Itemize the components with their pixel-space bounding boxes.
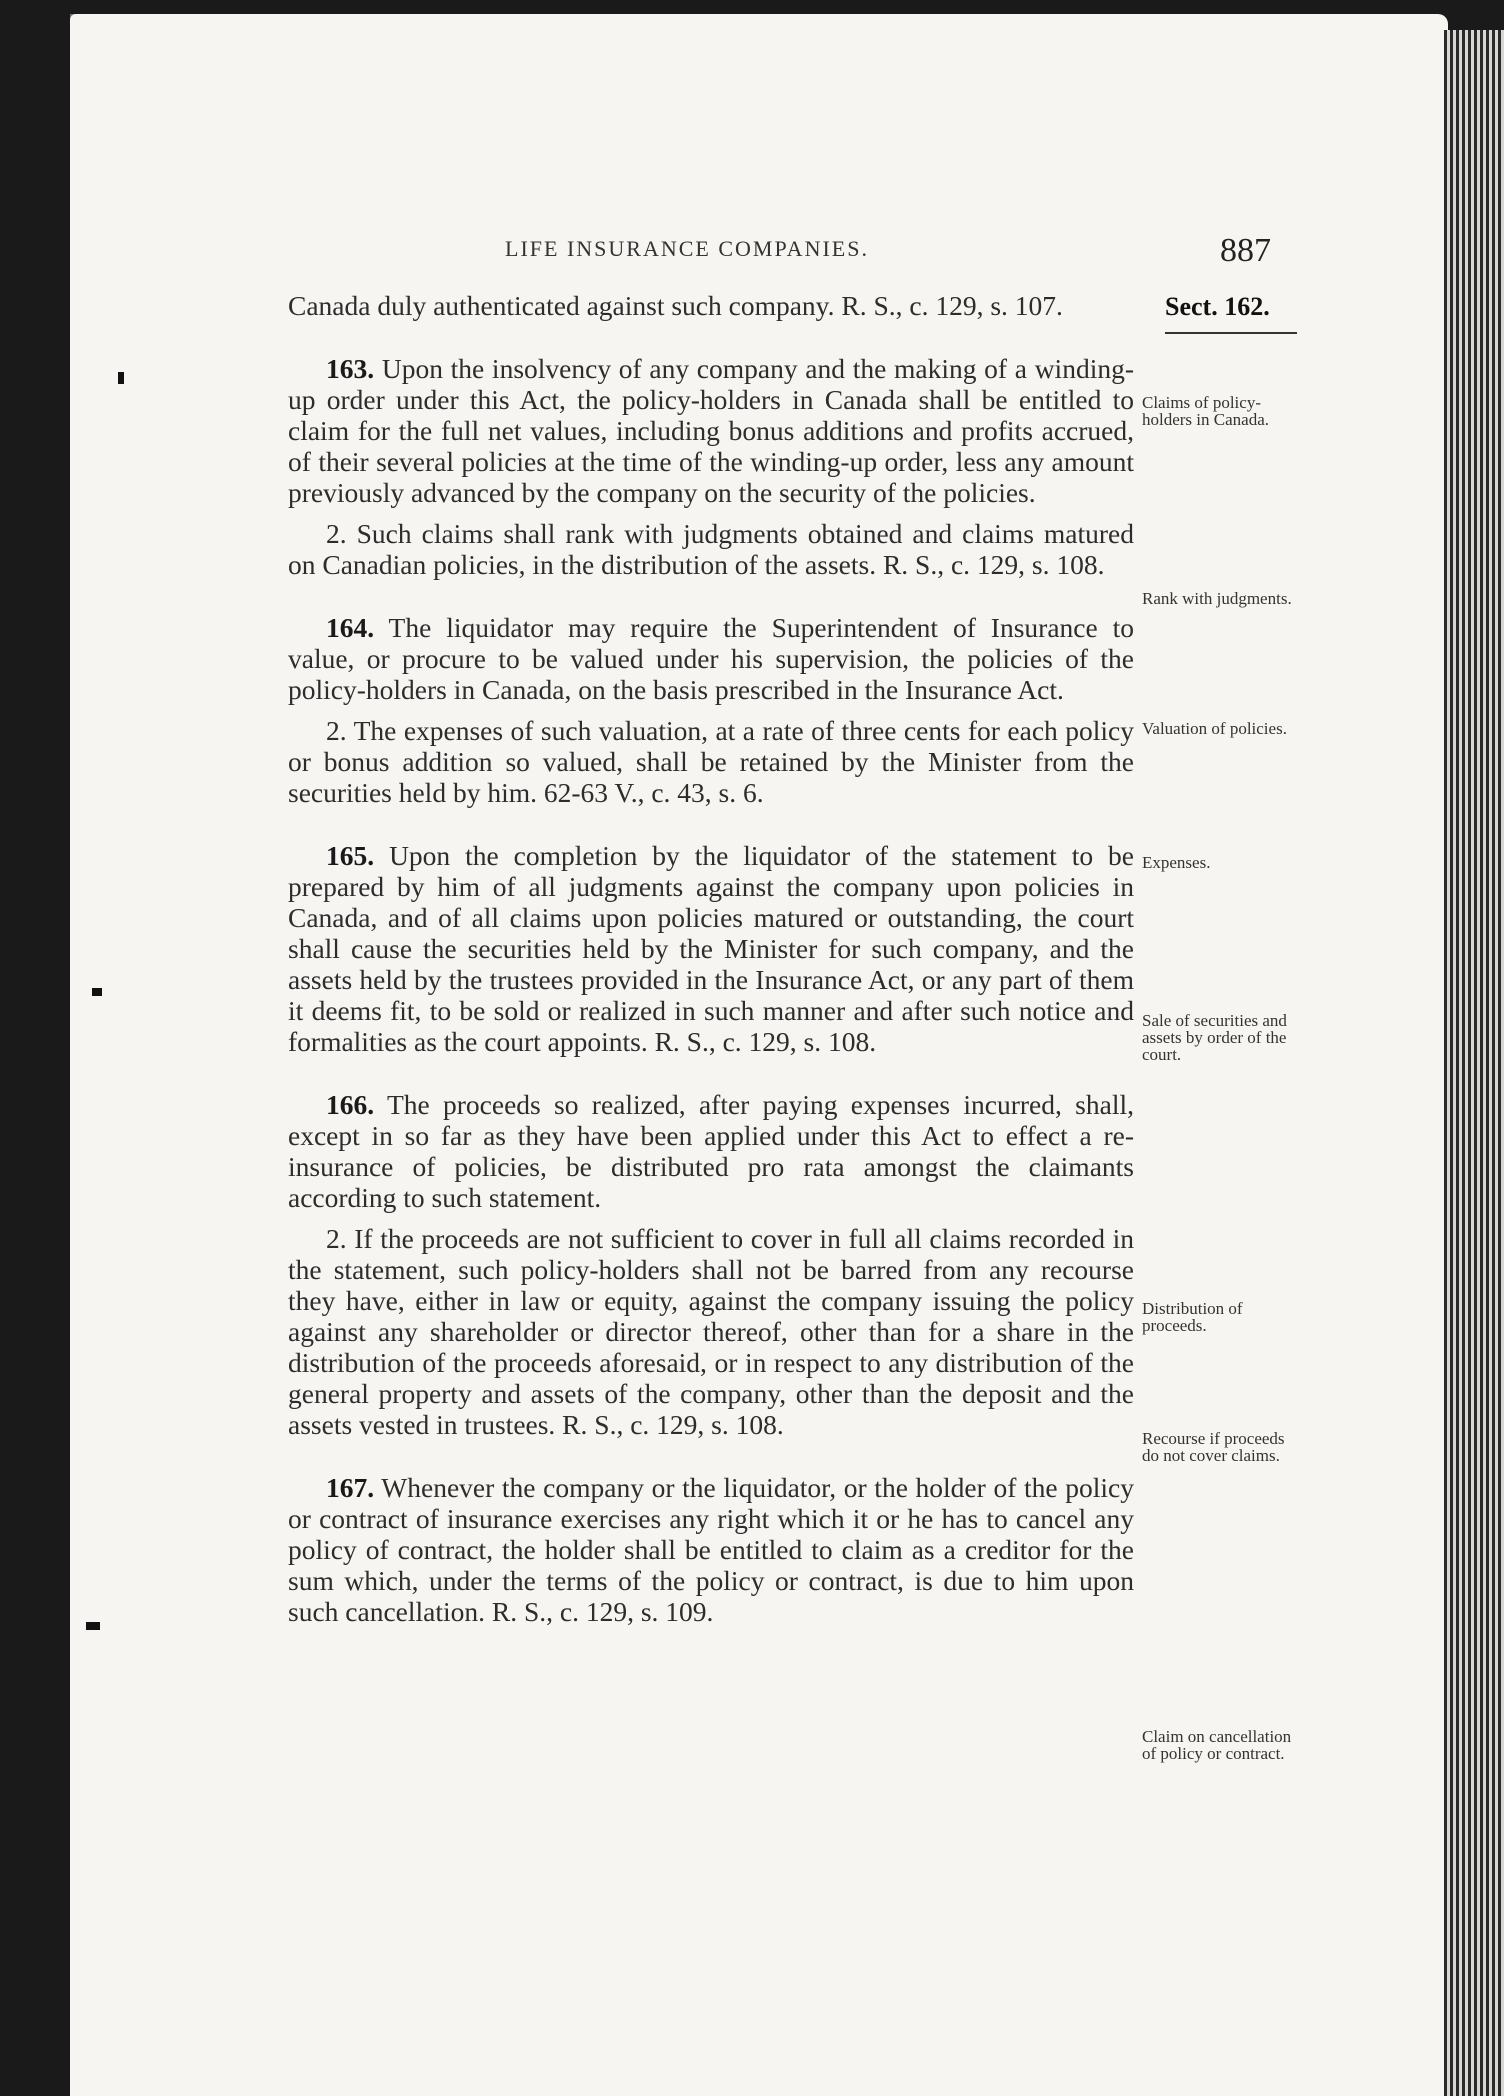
section-166	[288, 1089, 1134, 1213]
scan-mark	[86, 1622, 100, 1630]
paragraph-text: 2. The expenses of such valuation, at a rate of three cents for each policy or bonus addition so valued, shall be retained by the Minister from the securities held by him. 62-63 V., c. 43, s. 6.	[288, 715, 1134, 808]
paragraph-text: Upon the insolvency of any company and the making of a winding-up order under this Act, the policy-holders in Canada shall be entitled to claim for the full net values, including bonus additions and profits accrued, of their several policies at the time of the winding-up order, less any amount previously advanced by the company on the security of the policies.	[288, 353, 1134, 508]
margin-note: Sale of securities and assets by order of the court.	[1142, 1011, 1287, 1064]
paragraph-text: The liquidator may require the Superintendent of Insurance to value, or procure to be valued under his supervision, the policies of the policy-holders in Canada, on the basis prescribed in the Insurance Act.	[288, 612, 1134, 705]
margin-note: Expenses.	[1142, 853, 1211, 872]
page-edges	[1444, 30, 1504, 2096]
section-reference: Sect. 162.	[1165, 292, 1297, 334]
margin-note: Claim on cancellation of policy or contract.	[1142, 1727, 1292, 1763]
margin-note: Recourse if proceeds do not cover claims.	[1142, 1429, 1285, 1465]
section-number: 166.	[326, 1089, 375, 1120]
page-number: 887	[1220, 232, 1271, 269]
section-167	[288, 1472, 1134, 1627]
paragraph-text: Whenever the company or the liquidator, or the holder of the policy or contract of insurance exercises any right which it or he has to cancel any policy of contract, the holder shall be entitled to claim as a creditor for the sum which, under the terms of the policy or contract, is due to him upon such cancellation. R. S., c. 129, s. 109.	[288, 1472, 1134, 1627]
section-number: 167.	[326, 1472, 375, 1503]
section-number: 164.	[326, 612, 375, 643]
running-head-title: LIFE INSURANCE COMPANIES.	[505, 236, 869, 261]
margin-note: Distribution of proceeds.	[1142, 1299, 1243, 1335]
paragraph-text: 2. Such claims shall rank with judgments obtained and claims matured on Canadian policies, in the distribution of the assets. R. S., c. 129, s. 108.	[288, 518, 1134, 580]
section-163	[288, 353, 1134, 508]
paragraph	[288, 290, 1134, 321]
margin-note: Valuation of policies.	[1142, 719, 1287, 738]
paragraph-text: The proceeds so realized, after paying expenses incurred, shall, except in so far as they have been applied under this Act to effect a re-insurance of policies, be distributed pro rata amongst the claimants according to such statement.	[288, 1089, 1134, 1213]
margin-note: Rank with judgments.	[1142, 589, 1292, 608]
subsection	[288, 715, 1134, 808]
paragraph-text: Canada duly authenticated against such company. R. S., c. 129, s. 107.	[288, 290, 1063, 321]
section-number: 163.	[326, 353, 375, 384]
paragraph-text: 2. If the proceeds are not sufficient to cover in full all claims recorded in the statement, such policy-holders shall not be barred from any recourse they have, either in law or equity, against the company issuing the policy against any shareholder or director thereof, other than for a share in the distribution of the proceeds aforesaid, or in respect to any distribution of the general property and assets of the company, other than the deposit and the assets vested in trustees. R. S., c. 129, s. 108.	[288, 1223, 1134, 1440]
body-text	[288, 290, 1134, 1627]
section-number: 165.	[326, 840, 375, 871]
scan-mark	[118, 372, 124, 384]
subsection	[288, 1223, 1134, 1440]
section-165	[288, 840, 1134, 1057]
section-164	[288, 612, 1134, 705]
scan-mark	[92, 988, 102, 996]
margin-note: Claims of policy-holders in Canada.	[1142, 393, 1269, 429]
running-head	[285, 232, 1281, 276]
subsection	[288, 518, 1134, 580]
paragraph-text: Upon the completion by the liquidator of the statement to be prepared by him of all judgments against the company upon policies in Canada, and of all claims upon policies matured or outstanding, the court shall cause the securities held by the Minister for such company, and the assets held by the trustees provided in the Insurance Act, or any part of them it deems fit, to be sold or realized in such manner and after such notice and formalities as the court appoints. R. S., c. 129, s. 108.	[288, 840, 1135, 1057]
